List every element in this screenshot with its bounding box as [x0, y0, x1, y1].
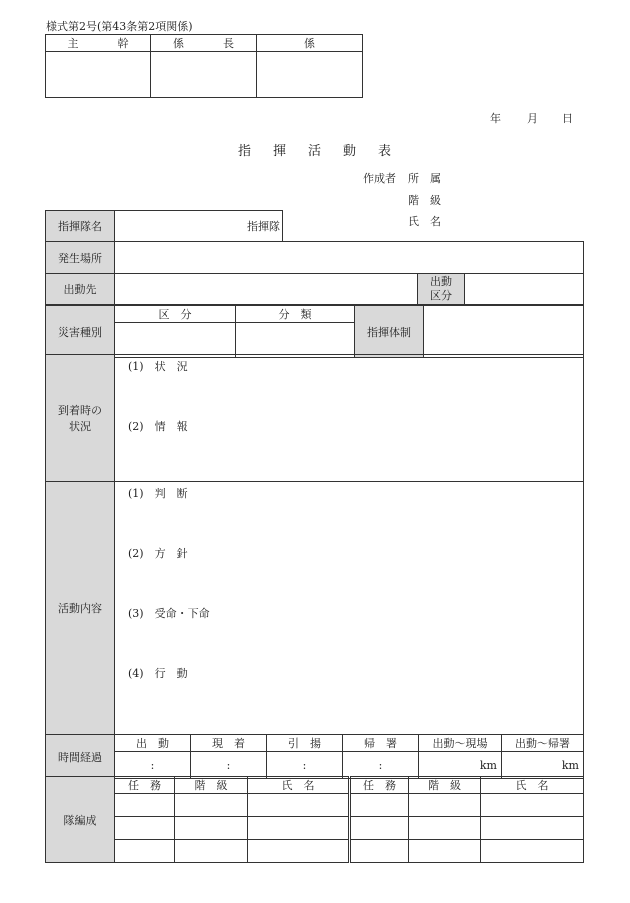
team-header-duty: 任 務 — [115, 777, 175, 794]
arrival-item-status: (1) 状 況 — [128, 360, 188, 373]
time-return-field[interactable] — [343, 752, 419, 779]
label-destination: 出動先 — [46, 274, 115, 305]
title-char: 動 — [343, 144, 357, 159]
creator-rank[interactable]: 階 級 — [408, 194, 441, 207]
team-cell[interactable] — [481, 817, 584, 840]
label-time-progress: 時間経過 — [46, 735, 115, 779]
stamp-box-staff[interactable] — [257, 52, 363, 98]
colon: : — [226, 758, 231, 772]
stamp-box-section-head[interactable] — [151, 52, 257, 98]
team-cell[interactable] — [248, 840, 350, 863]
colon: : — [302, 758, 307, 772]
label-command-system: 指揮体制 — [355, 306, 424, 358]
time-header-return: 帰 署 — [343, 735, 419, 752]
team-cell[interactable] — [115, 840, 175, 863]
team-cell[interactable] — [175, 794, 248, 817]
activity-item-policy: (2) 方 針 — [128, 547, 188, 560]
dispatch-class-line1: 出動 — [430, 275, 452, 288]
colon: : — [378, 758, 383, 772]
team-header-rank: 階 級 — [175, 777, 248, 794]
time-header-withdraw: 引 揚 — [267, 735, 343, 752]
title-char: 活 — [308, 144, 322, 159]
distance-to-return-field[interactable] — [502, 752, 584, 779]
creator-label: 作成者 — [363, 172, 396, 185]
label-disaster-type: 災害種別 — [46, 306, 115, 358]
category-field[interactable] — [115, 323, 236, 358]
km-unit: km — [479, 758, 497, 772]
arrival-label-line2: 状況 — [69, 420, 91, 433]
km-unit: km — [561, 758, 579, 772]
command-system-field[interactable] — [424, 306, 584, 358]
date-day: 日 — [562, 112, 573, 125]
team-cell[interactable] — [481, 840, 584, 863]
team-cell[interactable] — [350, 840, 409, 863]
team-cell[interactable] — [115, 794, 175, 817]
team-cell[interactable] — [115, 817, 175, 840]
team-cell[interactable] — [409, 840, 481, 863]
dispatch-class-field[interactable] — [465, 274, 584, 305]
stamp-header-chief: 主 幹 — [46, 35, 151, 52]
dispatch-class-line2: 区分 — [430, 289, 452, 302]
team-cell[interactable] — [409, 794, 481, 817]
commander-unit-suffix: 指揮隊 — [247, 220, 280, 233]
activity-item-judgement: (1) 判 断 — [128, 487, 188, 500]
title-char: 表 — [378, 144, 392, 159]
date-year: 年 — [490, 112, 501, 125]
team-cell[interactable] — [350, 794, 409, 817]
label-activity: 活動内容 — [46, 482, 115, 735]
team-cell[interactable] — [248, 794, 350, 817]
distance-to-site-field[interactable] — [419, 752, 502, 779]
approval-stamp-table — [45, 34, 363, 98]
time-header-dispatch: 出 動 — [115, 735, 191, 752]
label-commander-unit: 指揮隊名 — [46, 211, 115, 242]
stamp-header-staff: 係 — [257, 35, 363, 52]
date-month: 月 — [527, 112, 538, 125]
title-char: 揮 — [273, 144, 287, 159]
team-header-rank-2: 階 級 — [409, 777, 481, 794]
colon: : — [150, 758, 155, 772]
activity-item-action: (4) 行 動 — [128, 667, 188, 680]
team-header-name: 氏 名 — [248, 777, 350, 794]
location-field[interactable] — [115, 242, 584, 274]
time-dispatch-field[interactable] — [115, 752, 191, 779]
time-header-arrival: 現 着 — [191, 735, 267, 752]
team-cell[interactable] — [175, 817, 248, 840]
team-cell[interactable] — [409, 817, 481, 840]
team-cell[interactable] — [248, 817, 350, 840]
team-header-name-2: 氏 名 — [481, 777, 584, 794]
time-arrival-field[interactable] — [191, 752, 267, 779]
time-header-dispatch-to-return: 出動～帰署 — [502, 735, 584, 752]
form-reference: 様式第2号(第43条第2項関係) — [46, 20, 193, 33]
team-cell[interactable] — [350, 817, 409, 840]
destination-field[interactable] — [115, 274, 418, 305]
arrival-item-info: (2) 情 報 — [128, 420, 188, 433]
header-classification: 分 類 — [236, 306, 355, 323]
team-header-duty-2: 任 務 — [350, 777, 409, 794]
creator-name[interactable]: 氏 名 — [408, 215, 441, 228]
title-char: 指 — [238, 144, 252, 159]
activity-field[interactable] — [115, 482, 584, 735]
team-cell[interactable] — [481, 794, 584, 817]
activity-item-orders: (3) 受命・下命 — [128, 607, 210, 620]
creator-affiliation[interactable]: 所 属 — [408, 172, 441, 185]
label-arrival-status — [46, 355, 115, 482]
label-team-composition: 隊編成 — [46, 777, 115, 863]
label-location: 発生場所 — [46, 242, 115, 274]
label-dispatch-class — [418, 274, 465, 305]
stamp-box-chief[interactable] — [46, 52, 151, 98]
stamp-header-section-head: 係 長 — [151, 35, 257, 52]
arrival-label-line1: 到着時の — [58, 404, 102, 417]
team-cell[interactable] — [175, 840, 248, 863]
header-category: 区 分 — [115, 306, 236, 323]
time-withdraw-field[interactable] — [267, 752, 343, 779]
arrival-status-field[interactable] — [115, 355, 584, 482]
classification-field[interactable] — [236, 323, 355, 358]
time-header-dispatch-to-site: 出動～現場 — [419, 735, 502, 752]
commander-unit-field[interactable] — [115, 211, 283, 242]
